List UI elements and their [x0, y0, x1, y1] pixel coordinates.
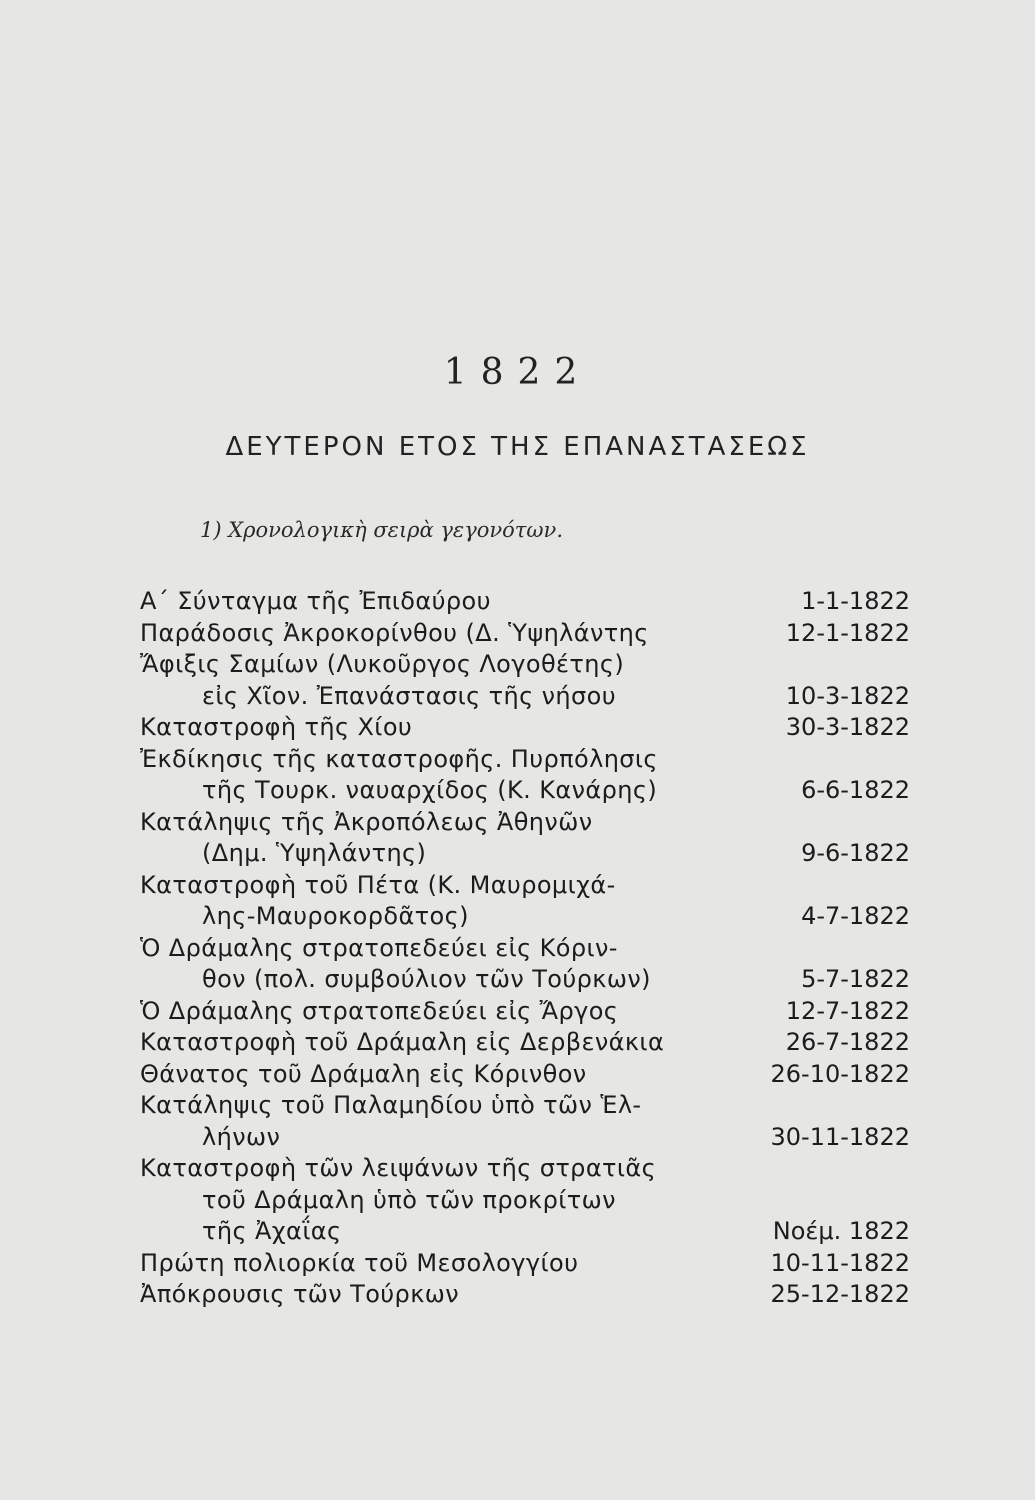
entry-line: εἰς Χῖον. Ἐπανάστασις τῆς νήσου [202, 681, 616, 710]
chronology-entry [140, 1248, 910, 1280]
entry-line: Α΄ Σύνταγμα τῆς Ἐπιδαύρου [140, 587, 491, 615]
chronology-entry [140, 618, 910, 650]
chronology-entry [140, 807, 910, 870]
entry-date: 30-11-1822 [770, 1122, 910, 1151]
entry-line: Παράδοσις Ἀκροκορίνθου (Δ. Ὑψηλάντης [140, 618, 649, 647]
chronology-entry [140, 1027, 910, 1059]
entry-description [140, 1090, 740, 1153]
chronology-entry [140, 933, 910, 996]
entry-date: 10-11-1822 [770, 1248, 910, 1277]
entry-description [140, 1059, 740, 1091]
entry-date: 26-7-1822 [785, 1028, 910, 1056]
entry-line: θον (πολ. συμβούλιον τῶν Τούρκων) [202, 965, 651, 993]
entry-line: Θάνατος τοῦ Δράμαλη εἰς Κόρινθον [140, 1059, 587, 1088]
chronology-entry [140, 996, 910, 1028]
entry-date: Νοέμ. 1822 [772, 1217, 910, 1245]
entry-line: τοῦ Δράμαλη ὑπὸ τῶν προκρίτων [202, 1185, 616, 1214]
entry-line: Ἄφιξις Σαμίων (Λυκοῦργος Λογοθέτης) [140, 650, 625, 678]
entry-date: 1-1-1822 [801, 587, 910, 615]
chronology-entry [140, 1153, 910, 1248]
entry-line: Καταστροφὴ τοῦ Δράμαλη εἰς Δερβενάκια [140, 1028, 665, 1056]
entry-date: 5-7-1822 [801, 965, 910, 993]
entry-line: (Δημ. Ὑψηλάντης) [202, 839, 427, 867]
entry-date: 10-3-1822 [785, 681, 910, 710]
entry-line: τῆς Ἀχαΐας [202, 1217, 342, 1245]
entry-date: 9-6-1822 [801, 839, 910, 867]
entry-line: Ἐκδίκησις τῆς καταστροφῆς. Πυρπόλησις [140, 744, 658, 773]
page-subtitle: ΔΕΥΤΕΡΟΝ ΕΤΟΣ ΤΗΣ ΕΠΑΝΑΣΤΑΣΕΩΣ [225, 432, 810, 462]
entry-line: Ὁ Δράμαλης στρατοπεδεύει εἰς Κόριν- [140, 933, 618, 962]
entry-description [140, 807, 740, 870]
entry-description [140, 586, 740, 618]
entry-line: Πρώτη πολιορκία τοῦ Μεσολογγίου [140, 1248, 579, 1277]
chronology-entry [140, 586, 910, 618]
entry-description [140, 1027, 740, 1059]
entry-description [140, 649, 740, 712]
entry-line: Κατάληψις τῆς Ἀκροπόλεως Ἀθηνῶν [140, 807, 593, 836]
chronology-list [140, 586, 910, 1311]
entry-date: 30-3-1822 [785, 713, 910, 741]
chronology-entry [140, 712, 910, 744]
entry-date: 12-7-1822 [785, 996, 910, 1025]
year-heading: 1822 [443, 352, 592, 393]
chronology-entry [140, 649, 910, 712]
entry-line: Καταστροφὴ τῆς Χίου [140, 713, 413, 741]
entry-description [140, 712, 740, 744]
entry-line: Ἀπόκρουσις τῶν Τούρκων [140, 1280, 460, 1308]
entry-date: 12-1-1822 [785, 618, 910, 647]
chronology-entry [140, 1059, 910, 1091]
section-heading: 1) Χρονολογικὴ σειρὰ γεγονότων. [200, 518, 563, 542]
entry-line: λήνων [202, 1122, 281, 1151]
entry-date: 4-7-1822 [801, 902, 910, 930]
entry-date: 25-12-1822 [770, 1280, 910, 1308]
chronology-entry [140, 1279, 910, 1311]
entry-description [140, 618, 740, 650]
entry-line: Κατάληψις τοῦ Παλαμηδίου ὑπὸ τῶν Ἑλ- [140, 1091, 642, 1119]
entry-description [140, 996, 740, 1028]
chronology-entry [140, 744, 910, 807]
entry-date: 6-6-1822 [801, 776, 910, 804]
entry-description [140, 1153, 740, 1248]
entry-line: Ὁ Δράμαλης στρατοπεδεύει εἰς Ἄργος [140, 996, 619, 1025]
entry-line: λης-Μαυροκορδᾶτος) [202, 902, 469, 930]
entry-line: Καταστροφὴ τῶν λειψάνων τῆς στρατιᾶς [140, 1154, 657, 1182]
entry-description [140, 933, 740, 996]
entry-description [140, 1279, 740, 1311]
chronology-entry [140, 1090, 910, 1153]
entry-date: 26-10-1822 [770, 1059, 910, 1088]
entry-description [140, 1248, 740, 1280]
entry-line: Καταστροφὴ τοῦ Πέτα (Κ. Μαυρομιχά- [140, 870, 616, 899]
entry-line: τῆς Τουρκ. ναυαρχίδος (Κ. Κανάρης) [202, 776, 658, 804]
entry-description [140, 870, 740, 933]
chronology-entry [140, 870, 910, 933]
entry-description [140, 744, 740, 807]
